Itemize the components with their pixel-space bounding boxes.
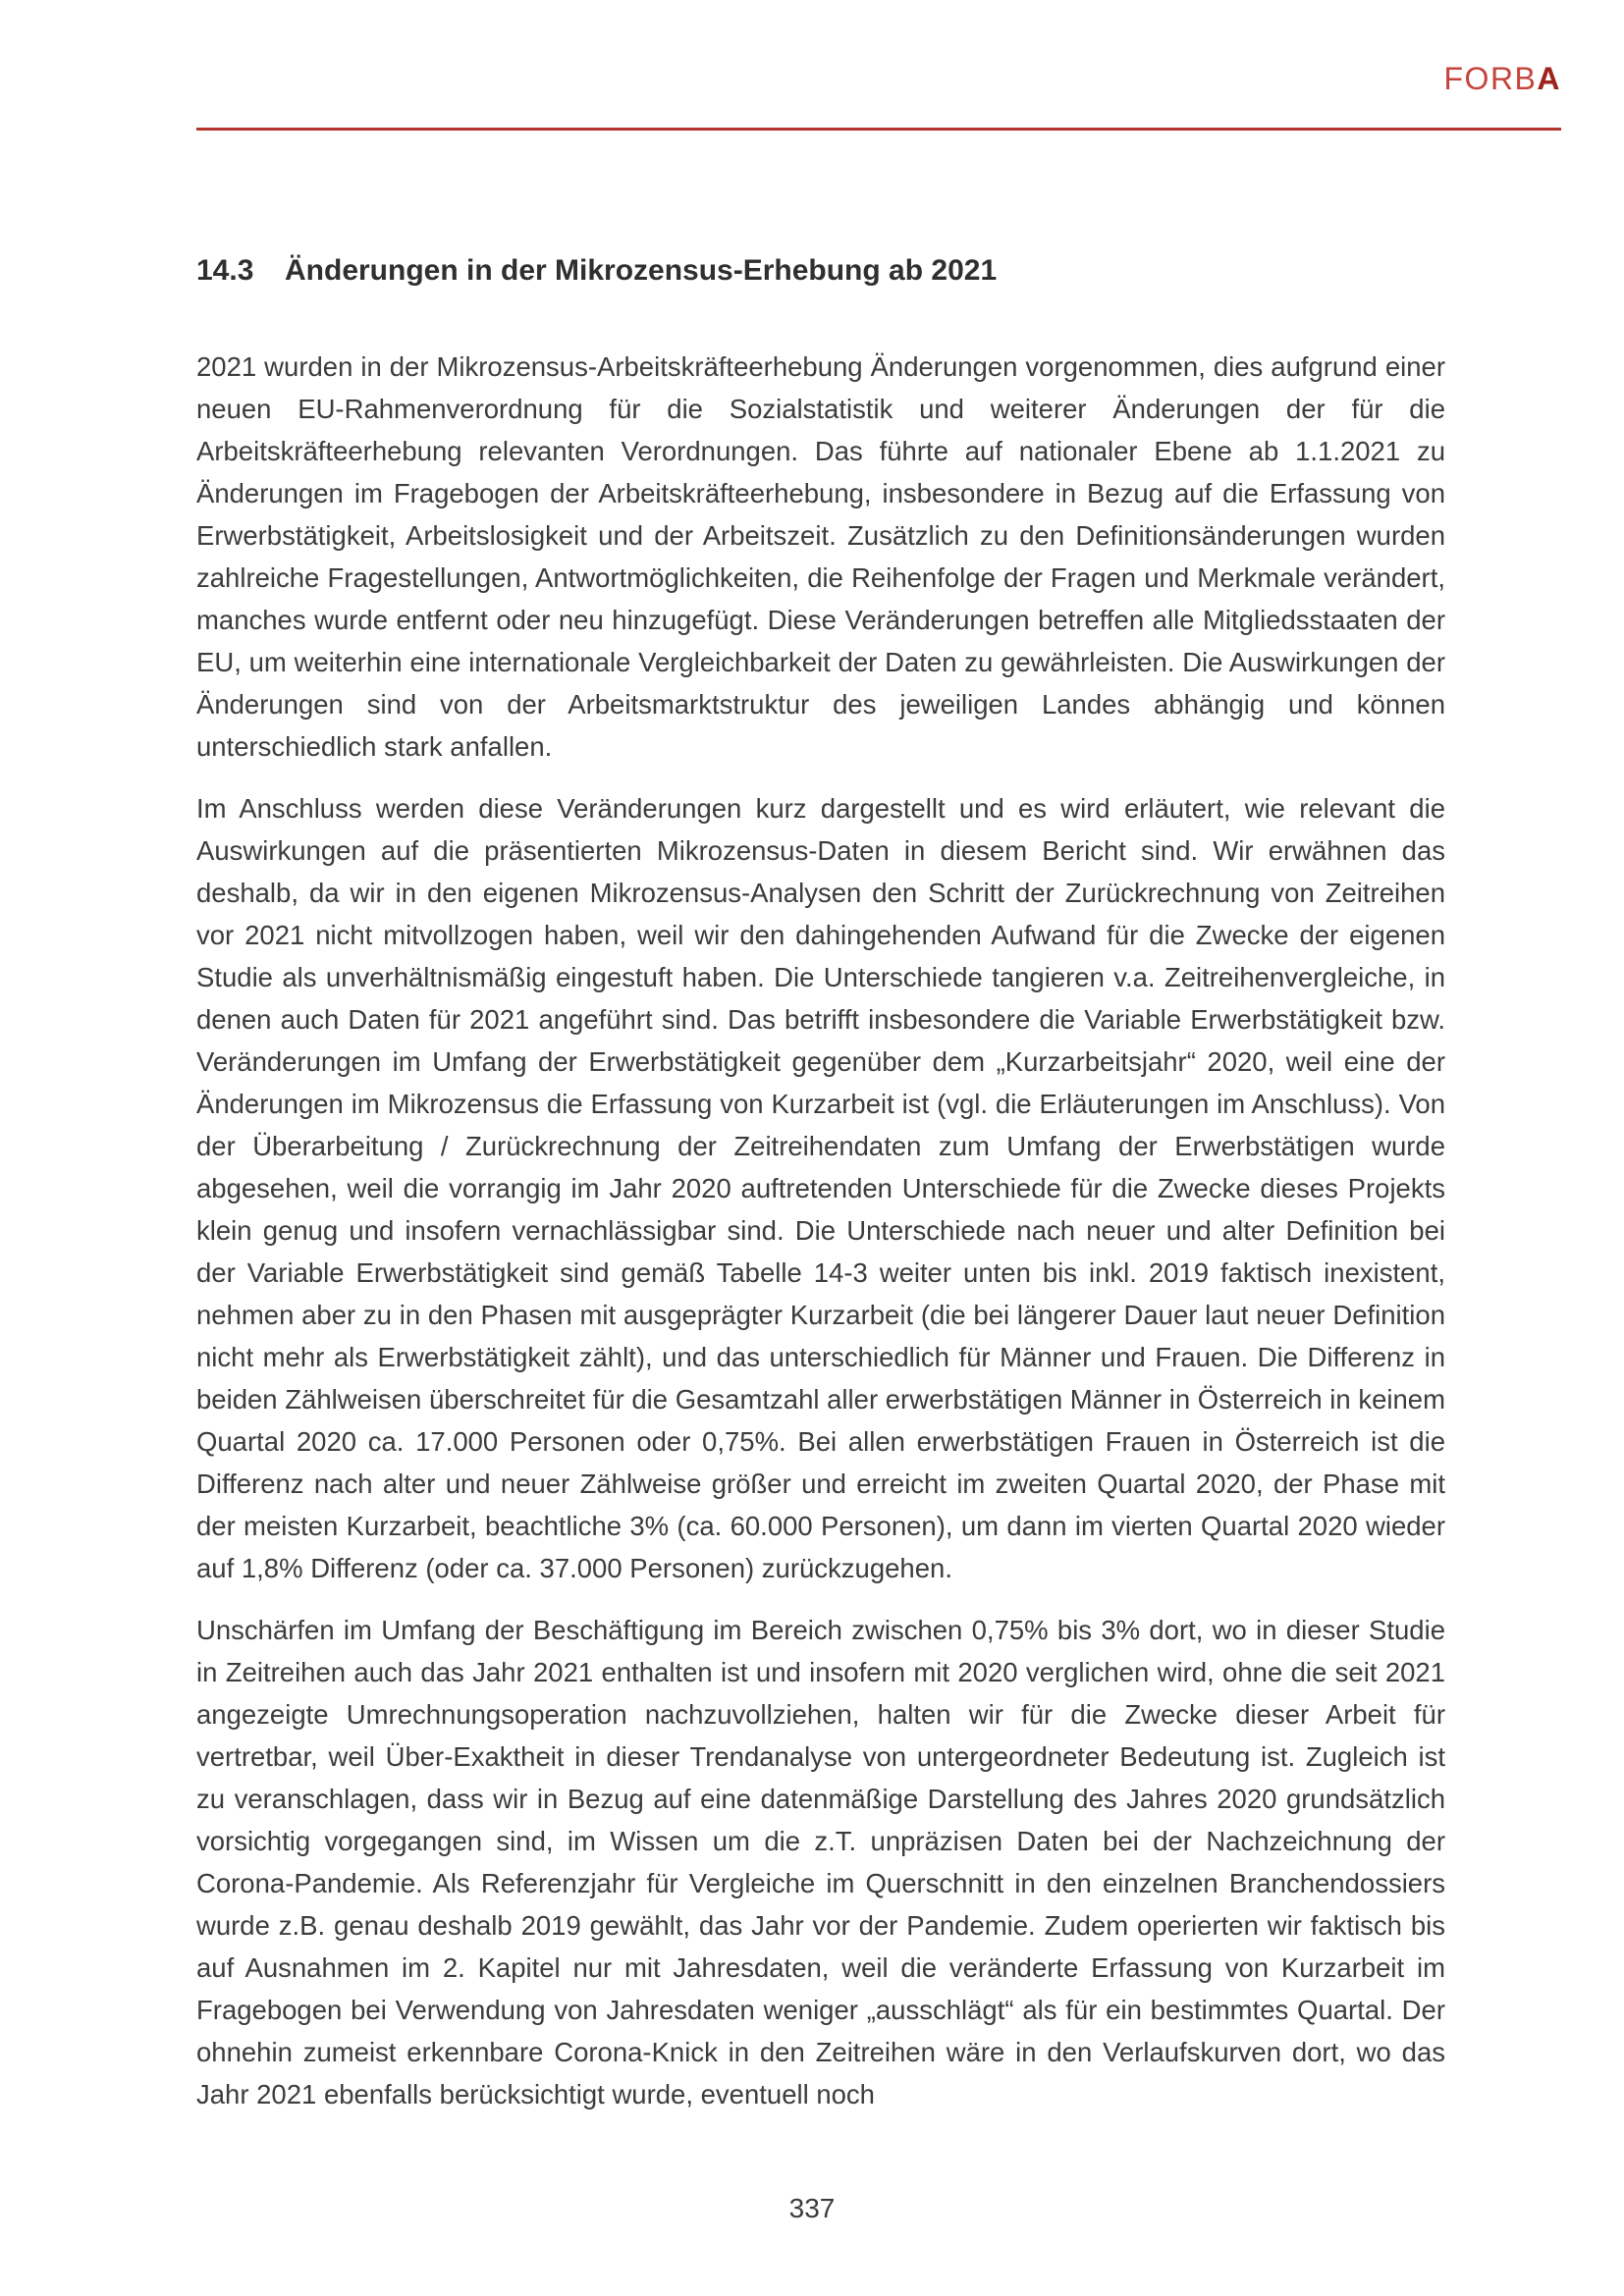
- header-rule: [196, 128, 1561, 131]
- paragraph-3: Unschärfen im Umfang der Beschäftigung im Bereich zwischen 0,75% bis 3% dort, wo in dieser Studie in Zeitreihen auch das Jahr 2021 enthalten ist und insofern mit 2020 verglichen wird, ohne die seit 2021 angezeigte Umrechnungsoperation nachzuvollziehen, halten wir für die Zwecke dieser Arbeit für vertretbar, weil Über-Exaktheit in dieser Trendanalyse von untergeordneter Bedeutung ist. Zugleich ist zu veranschlagen, dass wir in Bezug auf eine datenmäßige Darstellung des Jahres 2020 grundsätzlich vorsichtig vorgegangen sind, im Wissen um die z.T. unpräzisen Daten bei der Nachzeichnung der Corona-Pandemie. Als Referenzjahr für Vergleiche im Querschnitt in den einzelnen Branchendossiers wurde z.B. genau deshalb 2019 gewählt, das Jahr vor der Pandemie. Zudem operierten wir faktisch bis auf Ausnahmen im 2. Kapitel nur mit Jahresdaten, weil die veränderte Erfassung von Kurzarbeit im Fragebogen bei Verwendung von Jahresdaten weniger „ausschlägt“ als für ein bestimmtes Quartal. Der ohnehin zumeist erkennbare Corona-Knick in den Zeitreihen wäre in den Verlaufskurven dort, wo das Jahr 2021 ebenfalls berücksichtigt wurde, eventuell noch: [196, 1615, 1445, 2109]
- brand-text-accent: A: [1537, 61, 1561, 96]
- page-number: 337: [788, 2193, 836, 2223]
- brand-text-main: FORB: [1443, 61, 1538, 96]
- page-footer: [0, 2193, 1624, 2224]
- document-body: [196, 253, 1445, 2135]
- section-heading: [196, 253, 1445, 289]
- paragraph-1: 2021 wurden in der Mikrozensus-Arbeitskräfteerhebung Änderungen vorgenommen, dies aufgrund einer neuen EU-Rahmenverordnung für die Sozialstatistik und weiterer Änderungen der für die Arbeitskräfteerhebung relevanten Verordnungen. Das führte auf nationaler Ebene ab 1.1.2021 zu Änderungen im Fragebogen der Arbeitskräfteerhebung, insbesondere in Bezug auf die Erfassung von Erwerbstätigkeit, Arbeitslosigkeit und der Arbeitszeit. Zusätzlich zu den Definitionsänderungen wurden zahlreiche Fragestellungen, Antwortmöglichkeiten, die Reihenfolge der Fragen und Merkmale verändert, manches wurde entfernt oder neu hinzugefügt. Diese Veränderungen betreffen alle Mitgliedsstaaten der EU, um weiterhin eine internationale Vergleichbarkeit der Daten zu gewährleisten. Die Auswirkungen der Änderungen sind von der Arbeitsmarktstruktur des jeweiligen Landes abhängig und können unterschiedlich stark anfallen.: [196, 351, 1445, 762]
- forba-logo: [1444, 63, 1562, 94]
- section-number: 14.3: [196, 254, 254, 287]
- section-title: Änderungen in der Mikrozensus-Erhebung ab 2021: [285, 254, 998, 287]
- paragraph-2: Im Anschluss werden diese Veränderungen kurz dargestellt und es wird erläutert, wie relevant die Auswirkungen auf die präsentierten Mikrozensus-Daten in diesem Bericht sind. Wir erwähnen das deshalb, da wir in den eigenen Mikrozensus-Analysen den Schritt der Zurückrechnung von Zeitreihen vor 2021 nicht mitvollzogen haben, weil wir den dahingehenden Aufwand für die Zwecke der eigenen Studie als unverhältnismäßig eingestuft haben. Die Unterschiede tangieren v.a. Zeitreihenvergleiche, in denen auch Daten für 2021 angeführt sind. Das betrifft insbesondere die Variable Erwerbstätigkeit bzw. Veränderungen im Umfang der Erwerbstätigkeit gegenüber dem „Kurzarbeitsjahr“ 2020, weil eine der Änderungen im Mikrozensus die Erfassung von Kurzarbeit ist (vgl. die Erläuterungen im Anschluss). Von der Überarbeitung / Zurückrechnung der Zeitreihendaten zum Umfang der Erwerbstätigen wurde abgesehen, weil die vorrangig im Jahr 2020 auftretenden Unterschiede für die Zwecke dieses Projekts klein genug und insofern vernachlässigbar sind. Die Unterschiede nach neuer und alter Definition bei der Variable Erwerbstätigkeit sind gemäß Tabelle 14-3 weiter unten bis inkl. 2019 faktisch inexistent, nehmen aber zu in den Phasen mit ausgeprägter Kurzarbeit (die bei längerer Dauer laut neuer Definition nicht mehr als Erwerbstätigkeit zählt), und das unterschiedlich für Männer und Frauen. Die Differenz in beiden Zählweisen überschreitet für die Gesamtzahl aller erwerbstätigen Männer in Österreich in keinem Quartal 2020 ca. 17.000 Personen oder 0,75%. Bei allen erwerbstätigen Frauen in Österreich ist die Differenz nach alter und neuer Zählweise größer und erreicht im zweiten Quartal 2020, der Phase mit der meisten Kurzarbeit, beachtliche 3% (ca. 60.000 Personen), um dann im vierten Quartal 2020 wieder auf 1,8% Differenz (oder ca. 37.000 Personen) zurückzugehen.: [196, 793, 1445, 1583]
